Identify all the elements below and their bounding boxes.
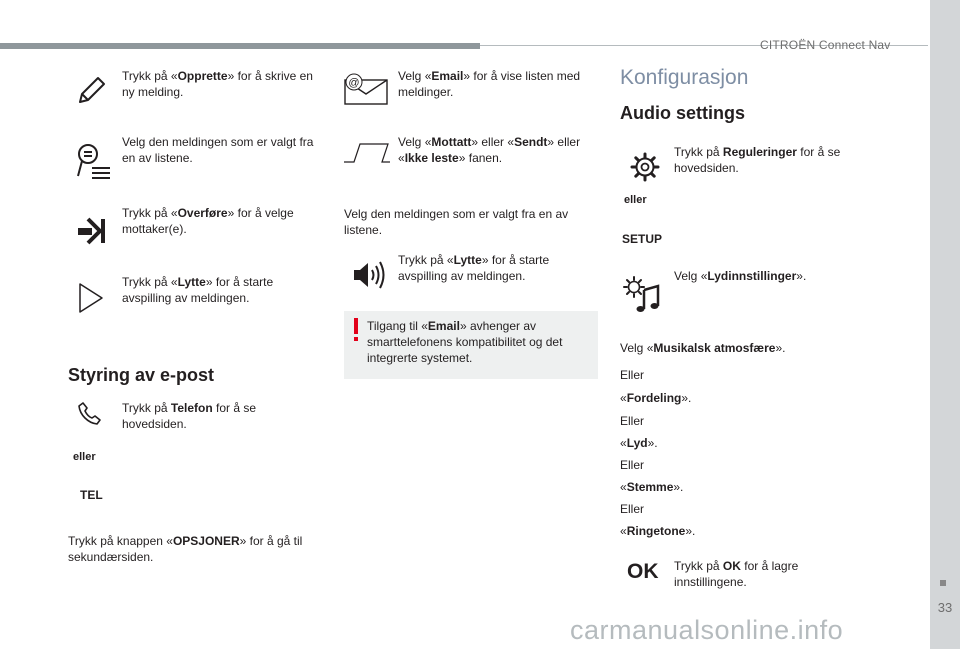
header-bar: [0, 43, 480, 49]
brand-label: CITROËN Connect Nav: [760, 38, 891, 52]
message-list-icon: [74, 140, 112, 180]
distribution-text: «Fordeling».: [620, 391, 692, 405]
sound-settings-icon: [622, 276, 662, 312]
select-message-paragraph: Velg den meldingen som er valgt fra en av listene.: [344, 207, 569, 237]
or-label-1: Eller: [620, 368, 645, 382]
sound-text: «Lyd».: [620, 436, 658, 450]
email-icon: [344, 72, 388, 106]
listen-text-2: Trykk på «Lytte» for å starte avspilling av meldingen.: [398, 253, 550, 283]
page-marker: [940, 580, 946, 586]
forward-icon: [76, 216, 106, 246]
settings-text: Trykk på Reguleringer for å se hovedsiden.: [674, 145, 841, 175]
play-icon: [78, 282, 104, 314]
create-message-text: Trykk på «Opprette» for å skrive en ny melding.: [122, 69, 313, 99]
eller-label: eller: [73, 451, 96, 463]
or-label-3: Eller: [620, 458, 645, 472]
music-atmosphere-text: Velg «Musikalsk atmosfære».: [620, 341, 786, 355]
phone-icon: [77, 400, 103, 426]
options-text: Trykk på knappen «OPSJONER» for å gå til sekundærsiden.: [68, 534, 303, 564]
pencil-icon: [76, 74, 108, 106]
settings-gear-icon: [630, 152, 660, 182]
speaker-icon: [352, 260, 386, 290]
section-heading-email: Styring av e-post: [68, 365, 215, 385]
forward-text: Trykk på «Overføre» for å velge mottaker(e).: [122, 206, 294, 236]
setup-button-label: SETUP: [622, 232, 663, 246]
ringtone-text: «Ringetone».: [620, 524, 696, 538]
select-message-text: Velg den meldingen som er valgt fra en av listene.: [122, 135, 314, 165]
eller-label-2: eller: [624, 194, 647, 206]
tabs-icon: [344, 140, 390, 164]
watermark: carmanualsonline.info: [570, 615, 844, 645]
email-list-text: Velg «Email» for å vise listen med meldinger.: [398, 69, 581, 99]
svg-text:@: @: [348, 77, 360, 89]
or-label-4: Eller: [620, 502, 645, 516]
tel-button-label: TEL: [80, 488, 103, 502]
tabs-text: Velg «Mottatt» eller «Sendt» eller «Ikke leste» fanen.: [398, 135, 581, 165]
listen-text: Trykk på «Lytte» for å starte avspilling av meldingen.: [122, 275, 274, 305]
sound-settings-text: Velg «Lydinnstillinger».: [674, 269, 807, 283]
page-number: 33: [937, 600, 953, 615]
page-side-strip: [930, 0, 960, 649]
note-text: Tilgang til «Email» avhenger av smarttelefonens kompatibilitet og det integrerte systemet.: [367, 319, 563, 365]
page-title: Konfigurasjon: [620, 66, 749, 89]
ok-button-label: OK: [627, 560, 659, 583]
ok-text: Trykk på OK for å lagre innstillingene.: [674, 559, 799, 589]
section-heading-audio: Audio settings: [620, 103, 745, 123]
or-label-2: Eller: [620, 414, 645, 428]
voice-text: «Stemme».: [620, 480, 684, 494]
phone-text: Trykk på Telefon for å se hovedsiden.: [122, 401, 257, 431]
warning-icon: [353, 318, 359, 342]
